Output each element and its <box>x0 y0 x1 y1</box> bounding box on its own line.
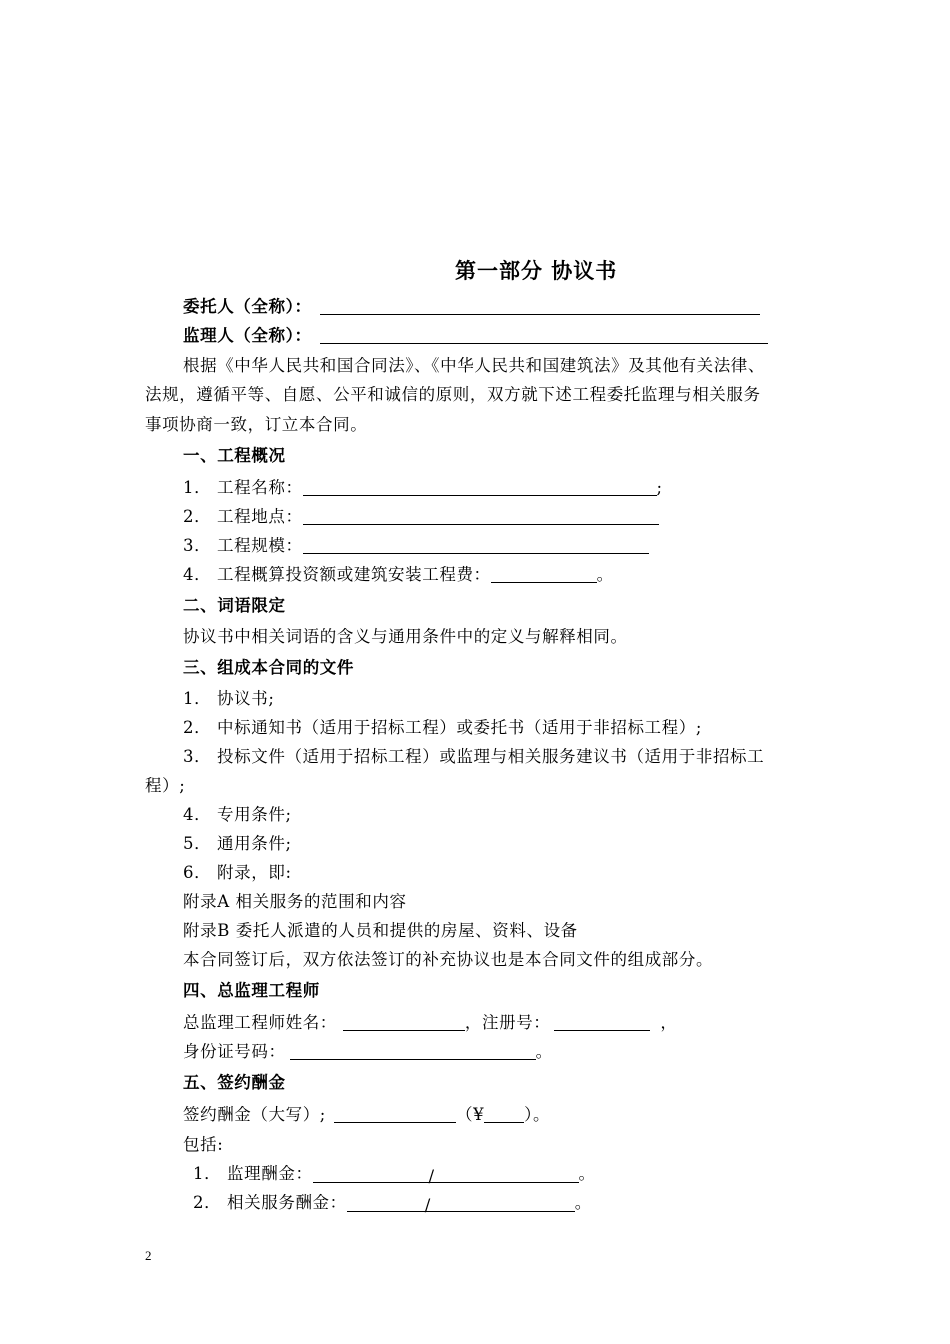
fee-open: （¥ <box>455 1105 485 1124</box>
chief-name-blank[interactable] <box>343 1014 465 1031</box>
punct: ， <box>660 1013 678 1032</box>
supervisor-line <box>183 325 768 347</box>
service-fee-label: 2． 相关服务酬金： <box>193 1193 347 1212</box>
contract-fee-line <box>183 1104 550 1126</box>
fee-words-blank[interactable] <box>334 1106 456 1123</box>
fee-close: ）。 <box>524 1105 551 1124</box>
doc-item-3-cont: 程）; <box>145 776 186 795</box>
supervision-fee-line <box>193 1163 596 1185</box>
project-scale-blank[interactable] <box>303 537 649 554</box>
project-name-blank[interactable] <box>303 479 657 496</box>
supervisor-label: 监理人（全称）： <box>183 326 312 345</box>
fee-label: 签约酬金（大写）; <box>183 1105 326 1124</box>
project-scale-line <box>183 535 649 557</box>
section-3-heading: 三、组成本合同的文件 <box>183 658 354 677</box>
chief-engineer-line <box>183 1012 678 1034</box>
appendix-b: 附录B 委托人派遣的人员和提供的房屋、资料、设备 <box>183 921 578 940</box>
reg-number-blank[interactable] <box>554 1014 650 1031</box>
punct: 。 <box>535 1042 553 1061</box>
supervision-fee-blank[interactable] <box>313 1166 579 1186</box>
slash: / <box>424 1196 431 1215</box>
section-4-heading: 四、总监理工程师 <box>183 981 320 1000</box>
supervision-fee-label: 1． 监理酬金： <box>193 1164 313 1183</box>
project-location-blank[interactable] <box>303 508 659 525</box>
punct: 。 <box>574 1193 592 1212</box>
punct: 。 <box>578 1164 596 1183</box>
project-budget-blank[interactable] <box>491 566 597 583</box>
doc-item-5: 5． 通用条件; <box>183 834 292 853</box>
doc-item-6: 6． 附录，即: <box>183 863 292 882</box>
section-5-heading: 五、签约酬金 <box>183 1073 286 1092</box>
section-2-heading: 二、词语限定 <box>183 596 286 615</box>
doc-item-1: 1． 协议书; <box>183 689 275 708</box>
project-budget-label: 4． 工程概算投资额或建筑安装工程费： <box>183 565 491 584</box>
project-budget-line <box>183 564 614 586</box>
id-number-blank[interactable] <box>290 1043 536 1060</box>
project-location-line <box>183 506 659 528</box>
section-1-heading: 一、工程概况 <box>183 446 286 465</box>
appendix-a: 附录A 相关服务的范围和内容 <box>183 892 407 911</box>
principal-line <box>183 296 760 318</box>
project-location-label: 2． 工程地点： <box>183 507 303 526</box>
preamble-line-2: 法规，遵循平等、自愿、公平和诚信的原则，双方就下述工程委托监理与相关服务 <box>145 385 761 404</box>
principal-blank[interactable] <box>320 298 760 315</box>
page-number: 2 <box>145 1248 152 1263</box>
preamble-line-1: 根据《中华人民共和国合同法》、《中华人民共和国建筑法》及其他有关法律、 <box>183 356 765 375</box>
include-label: 包括: <box>183 1135 224 1154</box>
principal-label: 委托人（全称）： <box>183 297 312 316</box>
supervisor-blank[interactable] <box>320 327 768 344</box>
chief-name-label: 总监理工程师姓名： <box>183 1013 337 1032</box>
reg-label: ，注册号： <box>464 1013 551 1032</box>
page-title: 第一部分 协议书 <box>455 259 618 283</box>
project-name-label: 1． 工程名称： <box>183 478 303 497</box>
project-name-line <box>183 477 663 499</box>
supplement-note: 本合同签订后，双方依法签订的补充协议也是本合同文件的组成部分。 <box>183 950 714 969</box>
id-number-line <box>183 1041 553 1063</box>
service-fee-line <box>193 1192 592 1214</box>
doc-item-4: 4． 专用条件; <box>183 805 292 824</box>
section-2-text: 协议书中相关词语的含义与通用条件中的定义与解释相同。 <box>183 627 628 646</box>
fee-amount-blank[interactable] <box>484 1106 524 1123</box>
doc-item-2: 2． 中标通知书（适用于招标工程）或委托书（适用于非招标工程）; <box>183 718 703 737</box>
service-fee-blank[interactable] <box>347 1195 575 1215</box>
preamble-line-3: 事项协商一致，订立本合同。 <box>145 415 368 434</box>
project-scale-label: 3． 工程规模： <box>183 536 303 555</box>
punct: 。 <box>596 565 614 584</box>
punct: ; <box>656 478 663 497</box>
doc-item-3: 3． 投标文件（适用于招标工程）或监理与相关服务建议书（适用于非招标工 <box>183 747 765 766</box>
slash: / <box>428 1167 435 1186</box>
id-label: 身份证号码： <box>183 1042 286 1061</box>
